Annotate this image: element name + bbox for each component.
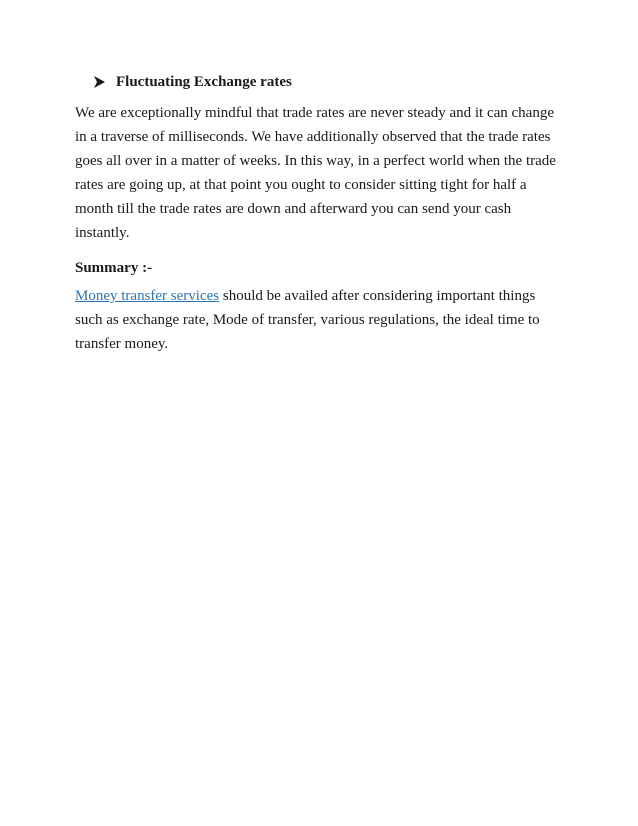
section-heading [93, 72, 292, 92]
summary-heading: Summary :- [75, 260, 153, 276]
section-heading-text: Fluctuating Exchange rates [116, 74, 292, 90]
body-paragraph: We are exceptionally mindful that trade rates are never steady and it can change in a traverse of milliseconds. We have additionally observed that the trade rates goes all over in a matter of weeks. In this way, in a perfect world when the trade rates are going up, at that point you ought to consider sitting tight for half a month till the trade rates are down and afterward you can send your cash instantly. [75, 105, 556, 241]
summary-paragraph [75, 284, 565, 356]
arrow-bullet-icon [93, 75, 106, 89]
summary-text: should be availed after considering important things such as exchange rate, Mode of transfer, various regulations, the ideal time to transfer money. [75, 288, 540, 352]
money-transfer-link[interactable]: Money transfer services [75, 288, 220, 304]
